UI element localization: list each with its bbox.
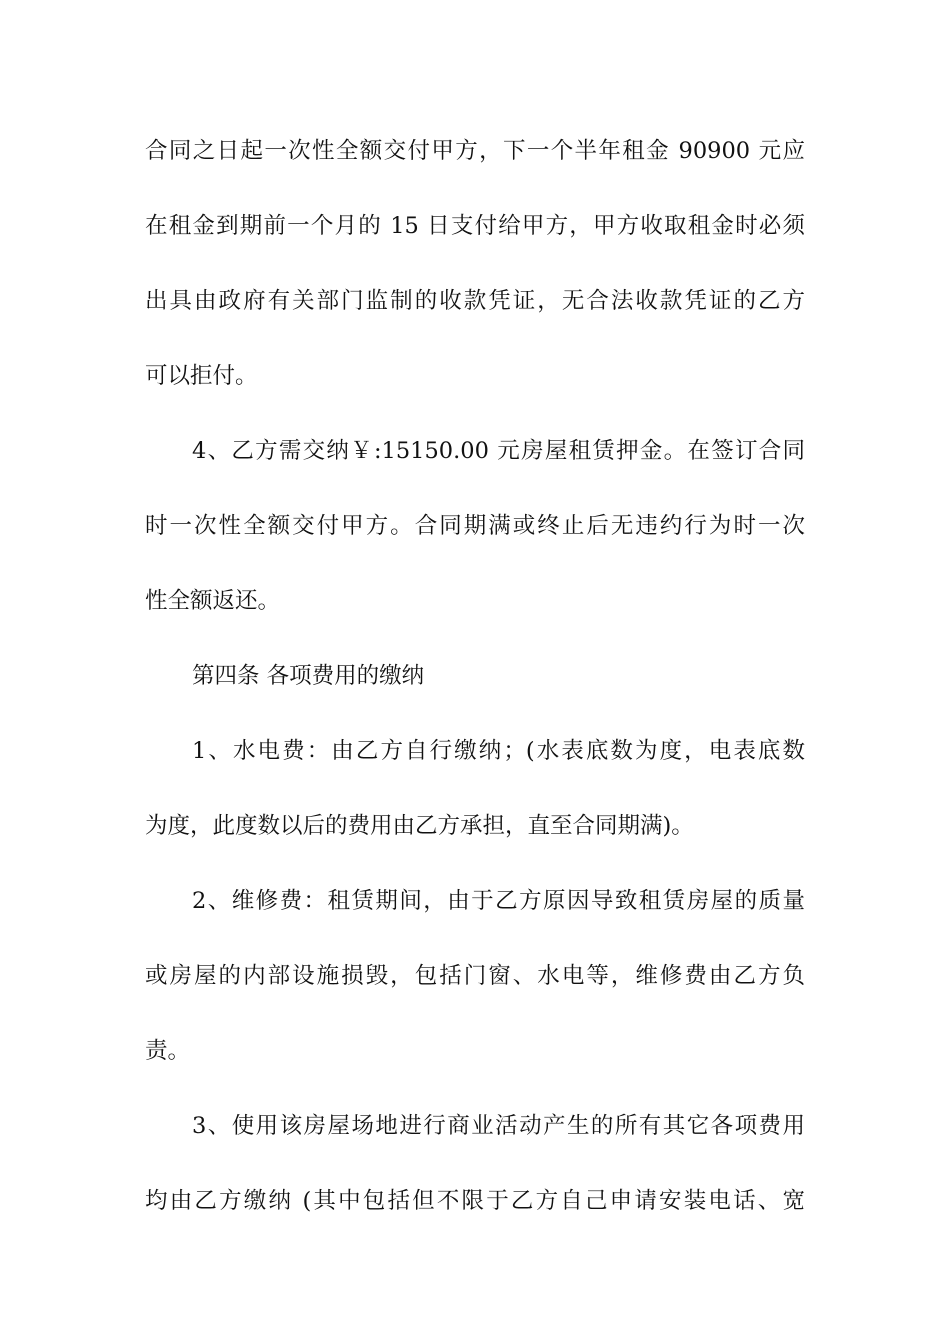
text-line: 均由乙方缴纳 (其中包括但不限于乙方自己申请安装电话、宽 [145,1188,805,1214]
text-line: 或房屋的内部设施损毁，包括门窗、水电等，维修费由乙方负 [145,963,805,989]
text-line: 责。 [145,1038,191,1064]
text-line: 出具由政府有关部门监制的收款凭证，无合法收款凭证的乙方 [145,288,805,314]
text-line: 时一次性全额交付甲方。合同期满或终止后无违约行为时一次 [145,513,805,539]
text-line: 合同之日起一次性全额交付甲方，下一个半年租金 90900 元应 [145,138,805,164]
text-line: 性全额返还。 [145,588,281,614]
section-heading: 第四条 各项费用的缴纳 [192,663,425,689]
text-line: 可以拒付。 [145,363,258,389]
text-line: 为度，此度数以后的费用由乙方承担，直至合同期满)。 [145,813,694,839]
text-line: 在租金到期前一个月的 15 日支付给甲方，甲方收取租金时必须 [145,213,805,239]
text-line: 3、使用该房屋场地进行商业活动产生的所有其它各项费用 [192,1113,805,1139]
text-line: 1、水电费：由乙方自行缴纳；(水表底数为度，电表底数 [192,738,805,764]
text-line: 2、维修费：租赁期间，由于乙方原因导致租赁房屋的质量 [192,888,805,914]
text-line: 4、乙方需交纳￥:15150.00 元房屋租赁押金。在签订合同 [192,438,805,464]
